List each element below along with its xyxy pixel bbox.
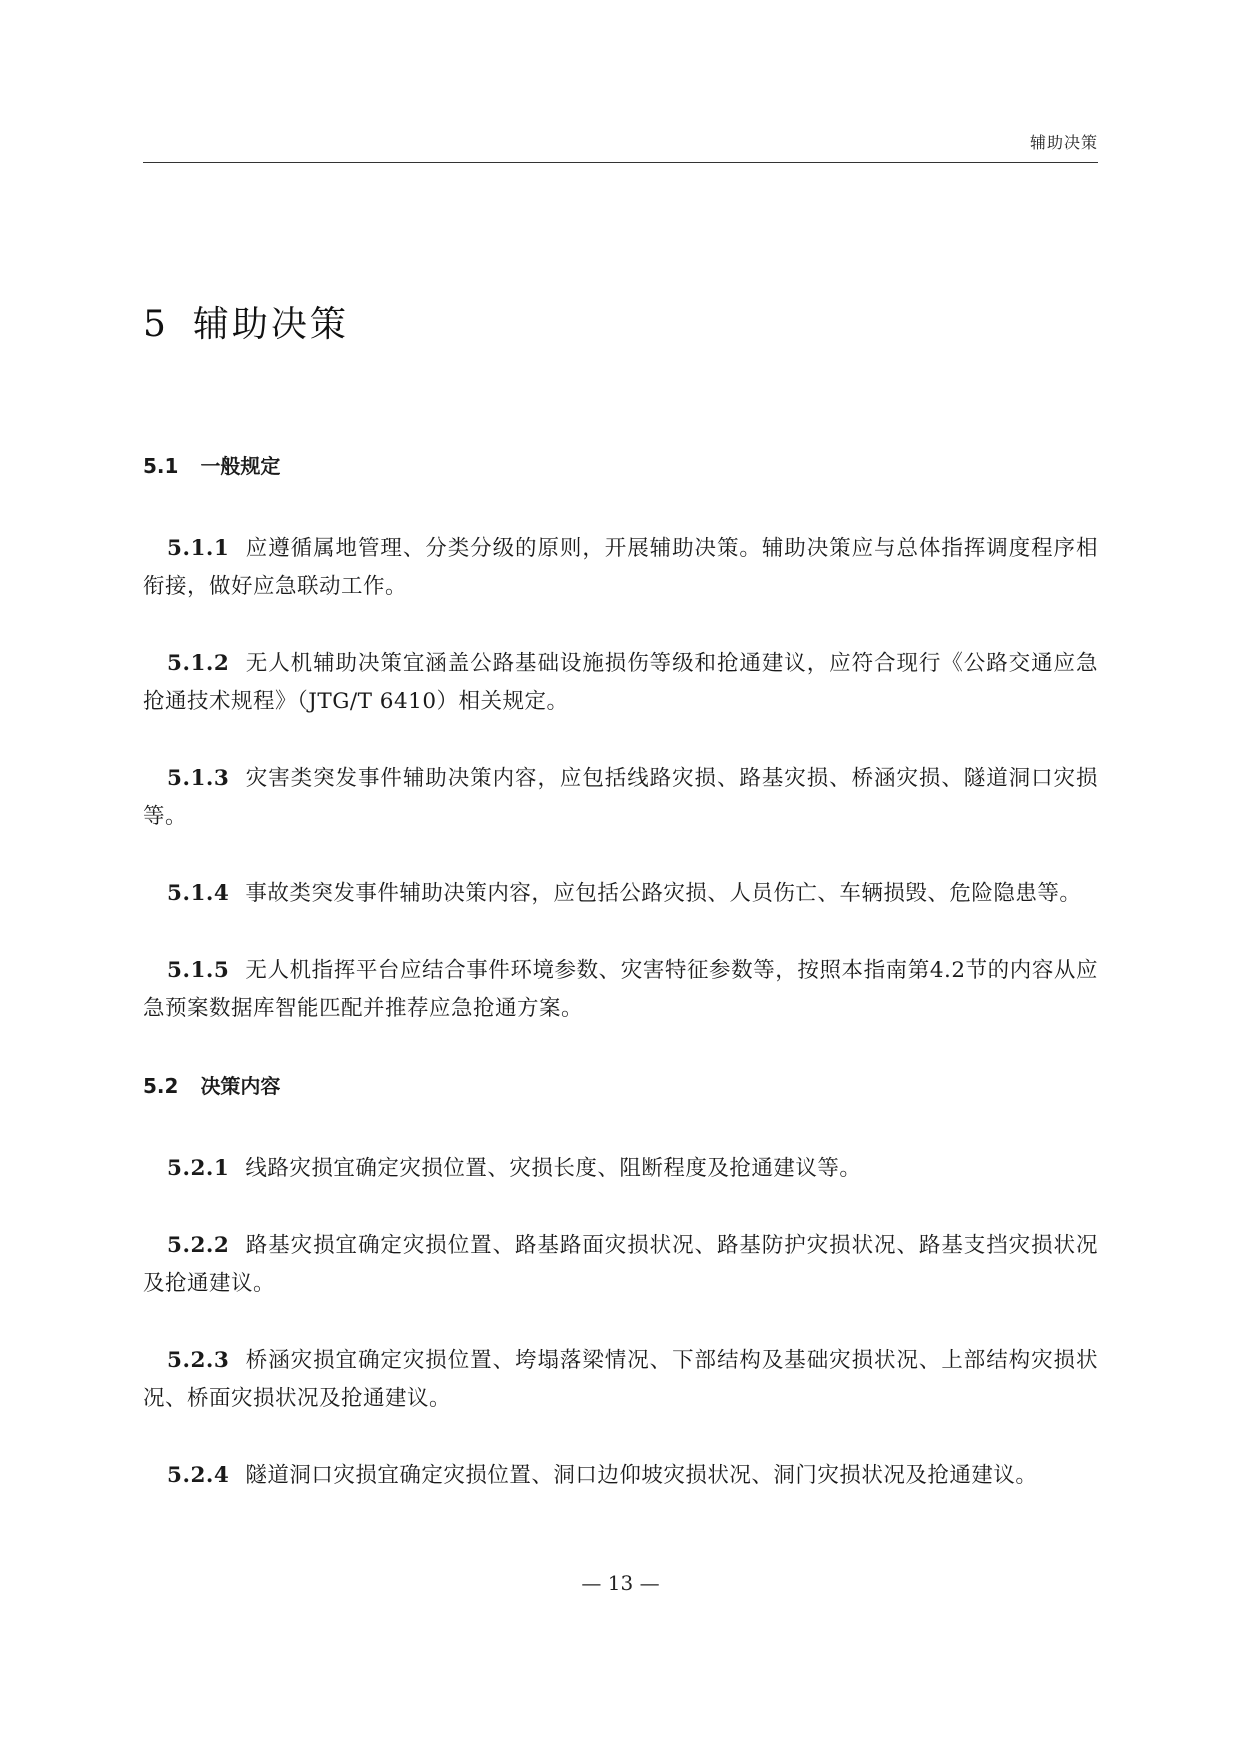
section-heading-5-1 — [143, 448, 1098, 484]
clause-text: 灾害类突发事件辅助决策内容，应包括线路灾损、路基灾损、桥涵灾损、隧道洞口灾损等。 — [143, 766, 1098, 829]
clause-5-2-3 — [143, 1342, 1098, 1418]
clause-text: 应遵循属地管理、分类分级的原则，开展辅助决策。辅助决策应与总体指挥调度程序相衔接，做好应急联动工作。 — [143, 536, 1098, 599]
chapter-title-text: 辅助决策 — [192, 304, 349, 345]
clause-number: 5.2.4 — [167, 1463, 230, 1488]
clause-5-2-4 — [143, 1457, 1098, 1495]
chapter-number: 5 — [143, 304, 169, 345]
chapter-title — [143, 296, 349, 347]
section-title: 决策内容 — [200, 1074, 281, 1098]
clause-5-2-2 — [143, 1227, 1098, 1303]
clause-number: 5.1.1 — [167, 536, 230, 561]
clause-text: 线路灾损宜确定灾损位置、灾损长度、阻断程度及抢通建议等。 — [245, 1156, 862, 1181]
clause-5-2-1 — [143, 1150, 1098, 1188]
section-number: 5.2 — [143, 1074, 179, 1098]
clause-5-1-1 — [143, 530, 1098, 606]
section-number: 5.1 — [143, 454, 179, 478]
clause-text: 桥涵灾损宜确定灾损位置、垮塌落梁情况、下部结构及基础灾损状况、上部结构灾损状况、桥面灾损状况及抢通建议。 — [143, 1348, 1098, 1411]
clause-number: 5.1.3 — [167, 766, 230, 791]
clause-number: 5.2.1 — [167, 1156, 230, 1181]
clause-5-1-4 — [143, 875, 1098, 913]
clause-text: 无人机指挥平台应结合事件环境参数、灾害特征参数等，按照本指南第4.2节的内容从应急预案数据库智能匹配并推荐应急抢通方案。 — [143, 958, 1098, 1021]
clause-5-1-3 — [143, 760, 1098, 836]
clause-text: 路基灾损宜确定灾损位置、路基路面灾损状况、路基防护灾损状况、路基支挡灾损状况及抢通建议。 — [143, 1233, 1098, 1296]
clause-number: 5.2.3 — [167, 1348, 230, 1373]
clause-text: 无人机辅助决策宜涵盖公路基础设施损伤等级和抢通建议，应符合现行《公路交通应急抢通技术规程》（JTG/T 6410）相关规定。 — [143, 651, 1098, 714]
clause-5-1-5 — [143, 952, 1098, 1028]
header-rule — [143, 162, 1098, 163]
clause-number: 5.1.5 — [167, 958, 230, 983]
clause-5-1-2 — [143, 645, 1098, 721]
body-content — [143, 448, 1098, 1495]
section-title: 一般规定 — [200, 454, 281, 478]
running-header: 辅助决策 — [1029, 133, 1098, 152]
clause-text: 事故类突发事件辅助决策内容，应包括公路灾损、人员伤亡、车辆损毁、危险隐患等。 — [245, 881, 1082, 906]
clause-text: 隧道洞口灾损宜确定灾损位置、洞口边仰坡灾损状况、洞门灾损状况及抢通建议。 — [245, 1463, 1038, 1488]
clause-number: 5.1.4 — [167, 881, 230, 906]
section-heading-5-2 — [143, 1068, 1098, 1104]
clause-number: 5.1.2 — [167, 651, 230, 676]
page-number: — 13 — — [581, 1571, 660, 1595]
clause-number: 5.2.2 — [167, 1233, 230, 1258]
